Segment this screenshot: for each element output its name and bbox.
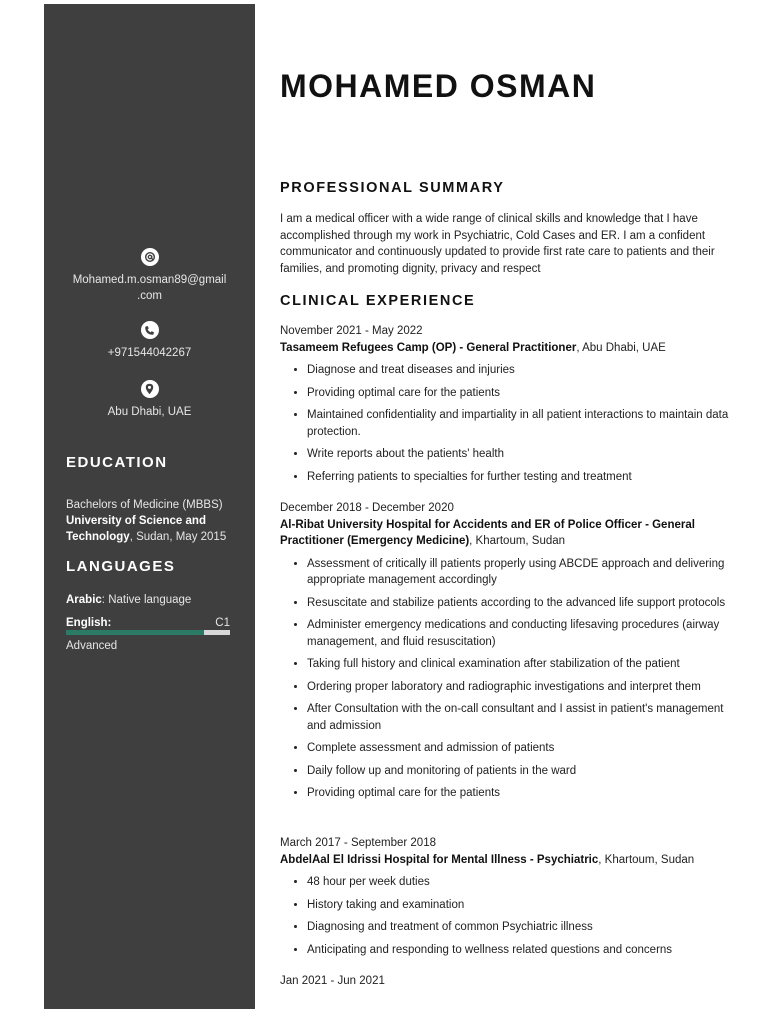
education-heading: EDUCATION — [66, 454, 168, 471]
candidate-name: MOHAMED OSMAN — [280, 68, 597, 104]
phone-number: +971544042267 — [107, 347, 192, 359]
list-item: • Diagnosing and treatment of common Psychiatric illness — [307, 919, 730, 936]
job-duties — [280, 874, 730, 958]
contact-email[interactable] — [44, 248, 255, 304]
list-item: • History taking and examination — [307, 897, 730, 914]
job-title: Al-Ribat University Hospital for Accidents and ER of Police Officer - General Practitioner (Emergency Medicine), Khartoum, Sudan — [280, 518, 695, 547]
sidebar — [44, 4, 255, 1009]
job-title: Tasameem Refugees Camp (OP) - General Practitioner, Abu Dhabi, UAE — [280, 341, 666, 354]
education-school-line-1: University of Science and — [66, 515, 206, 527]
job-date: March 2017 - September 2018 — [280, 837, 436, 849]
english-level: Advanced — [66, 640, 118, 652]
summary-heading: PROFESSIONAL SUMMARY — [280, 180, 505, 196]
job-date: Jan 2021 - Jun 2021 — [280, 975, 385, 987]
list-item: • Complete assessment and admission of patients — [307, 740, 730, 757]
job-entry-4 — [280, 973, 730, 990]
list-item: • Write reports about the patients' health — [307, 446, 730, 463]
list-item: • Daily follow up and monitoring of patients in the ward — [307, 763, 730, 780]
email-line-2: .com — [137, 290, 162, 302]
job-date: December 2018 - December 2020 — [280, 502, 454, 514]
list-item: • 48 hour per week duties — [307, 874, 730, 891]
english-proficiency-fill — [66, 630, 204, 635]
job-entry-3 — [280, 835, 730, 964]
education-school-line-2: Technology, Sudan, May 2015 — [66, 531, 227, 543]
education-degree: Bachelors of Medicine (MBBS) — [66, 499, 223, 511]
list-item: • Providing optimal care for the patients — [307, 385, 730, 402]
location-pin-icon — [141, 380, 159, 398]
list-item: • Referring patients to specialties for further testing and treatment — [307, 469, 730, 486]
language-arabic: Arabic: Native language — [66, 594, 192, 606]
english-proficiency-bar — [66, 630, 230, 635]
job-date: November 2021 - May 2022 — [280, 325, 423, 337]
location-text: Abu Dhabi, UAE — [107, 406, 192, 418]
list-item: • Diagnose and treat diseases and injuries — [307, 362, 730, 379]
job-entry-2 — [280, 500, 730, 808]
experience-heading: CLINICAL EXPERIENCE — [280, 293, 476, 309]
list-item: • Taking full history and clinical examination after stabilization of the patient — [307, 656, 730, 673]
list-item: • Assessment of critically ill patients properly using ABCDE approach and delivering appropriate management accordingly — [307, 556, 730, 589]
summary-text: I am a medical officer with a wide range of clinical skills and knowledge that I have accomplished through my work in Psychiatric, Cold Cases and ER. I am a confident communicator and continuously updated to provide first rate care to patients and their families, and promoting dignity, privacy and respect — [280, 213, 715, 275]
job-title: AbdelAal El Idrissi Hospital for Mental Illness - Psychiatric, Khartoum, Sudan — [280, 853, 695, 866]
at-sign-icon — [141, 248, 159, 266]
language-english: English: C1 — [66, 617, 230, 629]
list-item: • Resuscitate and stabilize patients according to the advanced life support protocols — [307, 595, 730, 612]
contact-location — [44, 380, 255, 420]
email-line-1: Mohamed.m.osman89@gmail — [72, 274, 227, 286]
job-duties — [280, 556, 730, 802]
list-item: • Providing optimal care for the patients — [307, 785, 730, 802]
list-item: • Maintained confidentiality and impartiality in all patient interactions to maintain data protection. — [307, 407, 730, 440]
list-item: • Administer emergency medications and conducting lifesaving procedures (airway management, and fluid resuscitation) — [307, 617, 730, 650]
list-item: • Anticipating and responding to wellness related questions and concerns — [307, 942, 730, 959]
languages-heading: LANGUAGES — [66, 558, 176, 575]
english-level-code: C1 — [215, 617, 230, 629]
contact-phone[interactable] — [44, 321, 255, 361]
phone-icon — [141, 321, 159, 339]
job-entry-1 — [280, 323, 730, 491]
list-item: • Ordering proper laboratory and radiographic investigations and interpret them — [307, 679, 730, 696]
job-duties — [280, 362, 730, 485]
list-item: • After Consultation with the on-call consultant and I assist in patient's management and admission — [307, 701, 730, 734]
education-entry — [66, 497, 246, 545]
